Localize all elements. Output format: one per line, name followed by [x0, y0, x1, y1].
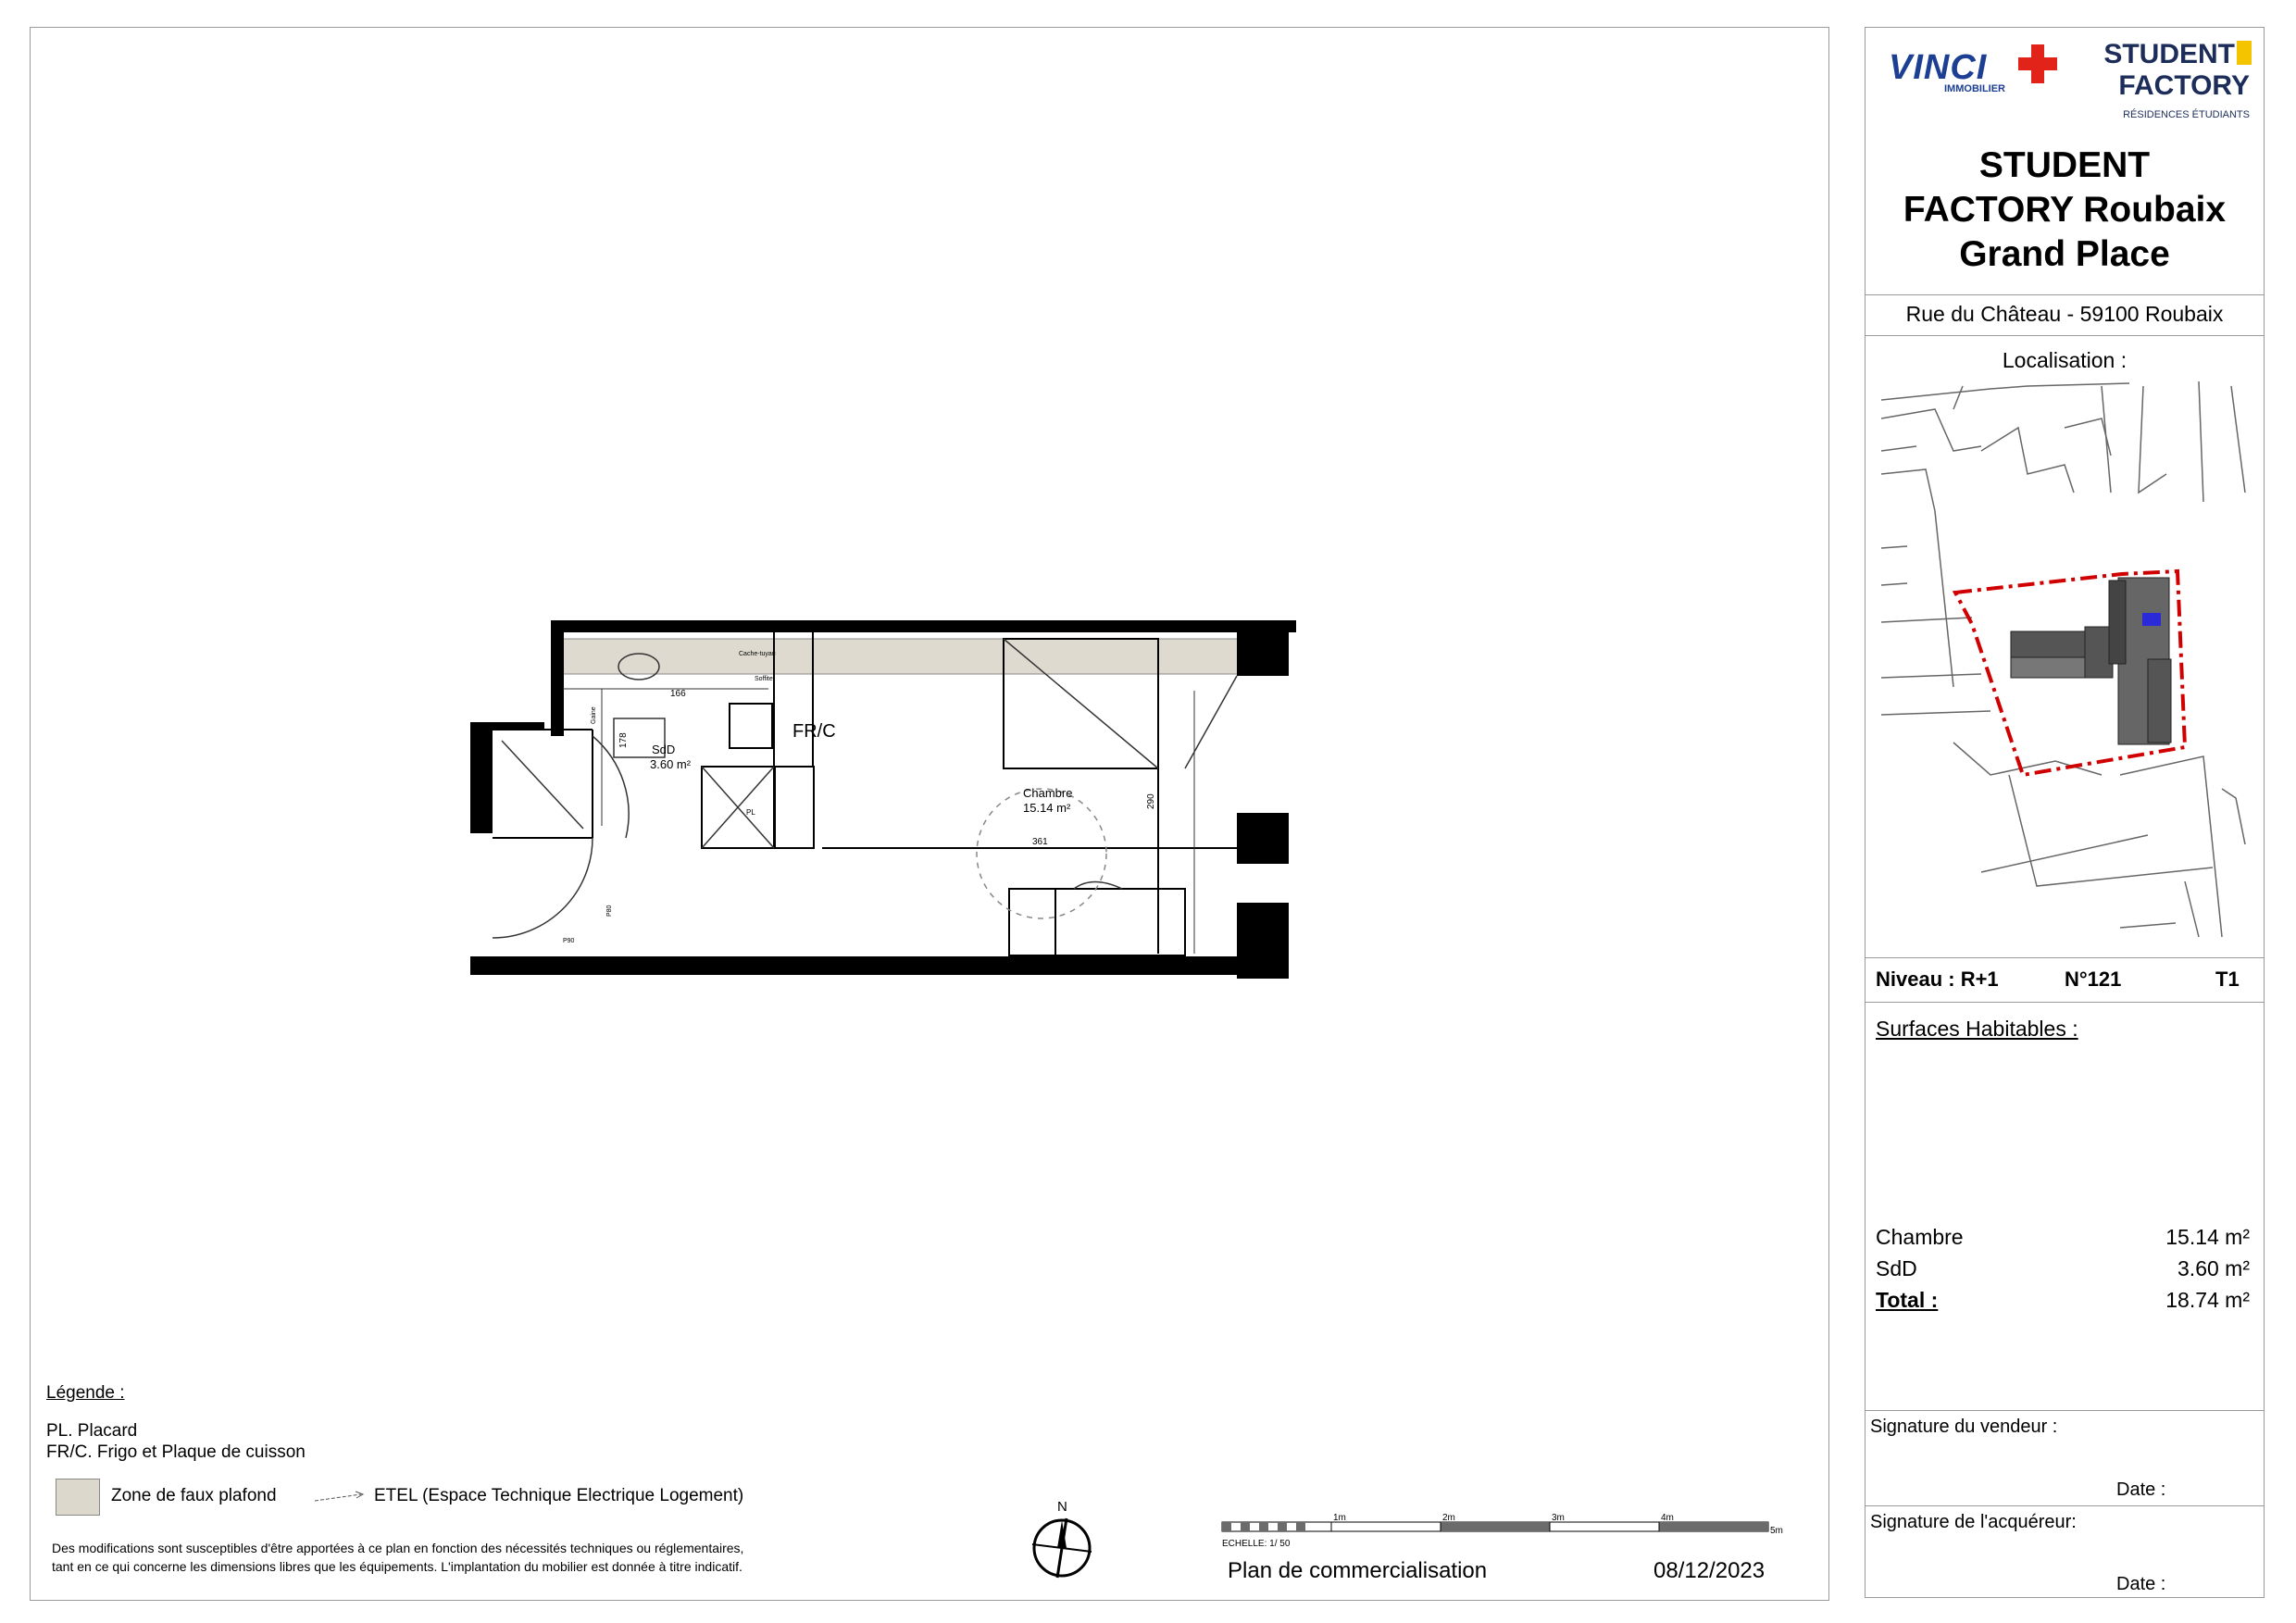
label-p90: P90	[563, 938, 575, 944]
plan-type: Plan de commercialisation	[1228, 1558, 1488, 1583]
divider	[1865, 335, 2265, 336]
etel-arrow-icon	[315, 1491, 367, 1504]
faux-plafond-swatch	[56, 1479, 100, 1516]
localisation-label: Localisation :	[2002, 348, 2128, 372]
scale-mark-5m: 5m	[1770, 1526, 1783, 1536]
label-chambre-area: 15.14 m²	[1023, 801, 1071, 815]
sf-sub: RÉSIDENCES ÉTUDIANTS	[2123, 109, 2250, 120]
scale-label: ECHELLE: 1/ 50	[1222, 1539, 1291, 1549]
localisation-map	[1879, 381, 2250, 946]
faux-plafond-zone	[563, 639, 1241, 674]
dim-361: 361	[1032, 837, 1048, 847]
sf-line1: STUDENT	[2103, 39, 2235, 69]
surfaces-heading: Surfaces Habitables :	[1876, 1017, 2078, 1041]
project-title-line3: Grand Place	[1959, 234, 2170, 274]
student-factory-logo	[2094, 37, 2252, 125]
vinci-cross-icon	[2018, 44, 2057, 83]
label-pl: PL	[746, 808, 755, 817]
label-sdd: SdD	[652, 743, 676, 756]
scale-mark-1m: 1m	[1333, 1513, 1346, 1523]
project-title-line1: STUDENT	[1978, 145, 2151, 185]
disclaimer-line1: Des modifications sont susceptibles d'être apportées à ce plan en fonction des nécessités techniques ou réglementaires,	[52, 1541, 744, 1555]
label-chambre: Chambre	[1023, 786, 1073, 800]
scale-mark-3m: 3m	[1552, 1513, 1565, 1523]
signature-buyer-label: Signature de l'acquéreur:	[1870, 1512, 2077, 1532]
surface-row-value: 3.60 m²	[2177, 1256, 2250, 1280]
dim-290: 290	[1146, 793, 1156, 809]
dim-166: 166	[670, 689, 686, 699]
unit-highlight	[2142, 613, 2161, 626]
vinci-sub: IMMOBILIER	[1944, 83, 2005, 94]
project-address: Rue du Château - 59100 Roubaix	[1905, 302, 2224, 326]
disclaimer-line2: tant en ce qui concerne les dimensions libres que les équipements. L'implantation du mobilier est donnée à titre indicatif.	[52, 1559, 742, 1574]
unit-type: T1	[2215, 968, 2240, 991]
label-gaine: Gaine	[591, 706, 597, 724]
vinci-wordmark: VINCI	[1889, 48, 1988, 87]
scale-mark-4m: 4m	[1661, 1513, 1674, 1523]
divider	[1865, 1002, 2265, 1003]
surface-row-name: SdD	[1876, 1256, 1917, 1280]
dim-178: 178	[618, 732, 629, 748]
scale-bar	[1220, 1509, 1794, 1555]
label-frc: FR/C	[792, 721, 836, 742]
sf-house-icon	[2237, 41, 2252, 65]
project-title	[1865, 144, 2265, 277]
label-sdd-area: 3.60 m²	[650, 757, 692, 771]
vinci-logo	[1887, 44, 2072, 100]
signature-vendor-label: Signature du vendeur :	[1870, 1417, 2058, 1437]
surface-row-value: 15.14 m²	[2165, 1225, 2250, 1249]
north-arrow-icon	[1029, 1516, 1094, 1580]
project-title-line2: FACTORY Roubaix	[1903, 190, 2227, 230]
legend-etel: ETEL (Espace Technique Electrique Logement)	[374, 1486, 744, 1505]
divider	[1865, 957, 2265, 958]
label-soffite: Soffite	[755, 676, 773, 682]
scale-mark-2m: 2m	[1442, 1513, 1455, 1523]
unit-level: Niveau : R+1	[1876, 968, 1999, 991]
unit-number: N°121	[2065, 968, 2122, 991]
divider	[1865, 294, 2265, 295]
legend-title: Légende :	[46, 1383, 125, 1403]
label-cache-tuyau: Cache-tuyau	[739, 651, 776, 657]
floor-plan	[463, 611, 1296, 981]
plan-date: 08/12/2023	[1653, 1558, 1766, 1583]
divider	[1865, 1505, 2265, 1506]
signature-vendor-date: Date :	[2116, 1479, 2166, 1500]
surface-row-name: Chambre	[1876, 1225, 1964, 1249]
signature-buyer-date: Date :	[2116, 1574, 2166, 1594]
legend-faux-plafond: Zone de faux plafond	[111, 1486, 277, 1505]
north-label: N	[1057, 1499, 1067, 1515]
surface-total-label: Total :	[1876, 1288, 1939, 1312]
sf-line2: FACTORY	[2118, 70, 2250, 101]
divider	[1865, 1410, 2265, 1411]
legend-item-placard: PL. Placard	[46, 1421, 138, 1441]
label-p80: P80	[606, 905, 613, 917]
surface-total-value: 18.74 m²	[2165, 1288, 2250, 1312]
legend-item-frigo: FR/C. Frigo et Plaque de cuisson	[46, 1442, 306, 1462]
